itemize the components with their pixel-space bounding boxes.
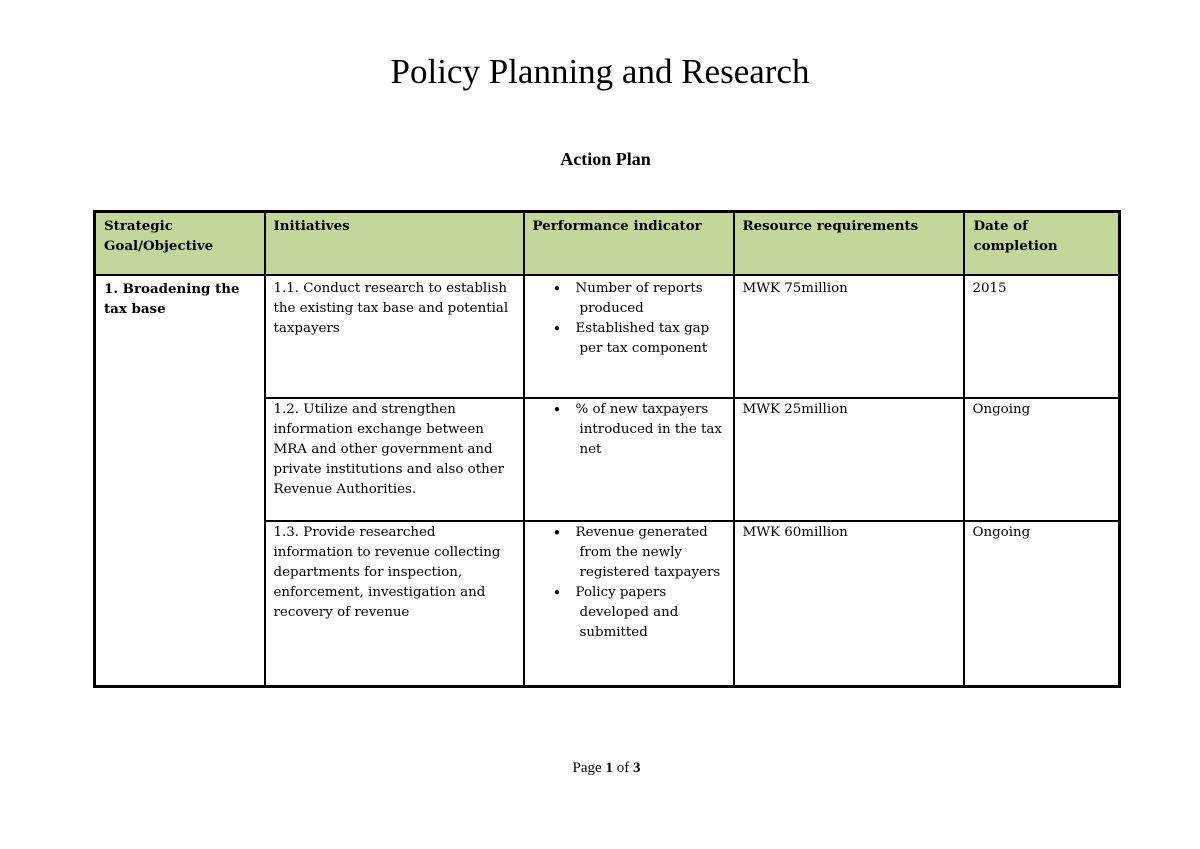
action-plan-table [93,210,1121,688]
document-title: Policy Planning and Research [390,52,810,91]
column-header-goal: Strategic Goal/Objective [95,212,265,275]
page-label: Page [572,760,602,776]
date-cell: Ongoing [964,398,1120,521]
initiative-cell: 1.3. Provide researched information to revenue collecting departments for inspection, enforcement, investigation and recovery of revenue [265,521,524,687]
column-header-initiatives: Initiatives [265,212,524,275]
of-label: of [616,760,630,776]
table-row [95,275,1120,398]
goal-cell: 1. Broadening the tax base [95,275,265,687]
resource-cell: MWK 60million [734,521,964,687]
indicator-item: • Policy papers developed and submitted [525,583,726,643]
indicator-cell [524,398,734,521]
indicator-cell [524,521,734,687]
date-cell: 2015 [964,275,1120,398]
column-header-date-of-completion: Date of completion [964,212,1120,275]
date-cell: Ongoing [964,521,1120,687]
page-footer [0,760,1200,777]
document-subtitle: Action Plan [560,149,651,169]
initiative-cell: 1.1. Conduct research to establish the existing tax base and potential taxpayers [265,275,524,398]
column-header-performance-indicator: Performance indicator [524,212,734,275]
resource-cell: MWK 25million [734,398,964,521]
indicator-cell [524,275,734,398]
indicator-item: • Number of reports produced [525,279,726,319]
resource-cell: MWK 75million [734,275,964,398]
table-header-row [95,212,1120,275]
total-pages-number: 3 [632,760,641,776]
indicator-item: • Established tax gap per tax component [525,319,726,359]
indicator-item: • Revenue generated from the newly registered taxpayers [525,523,726,583]
current-page-number: 1 [605,760,613,776]
initiative-cell: 1.2. Utilize and strengthen information exchange between MRA and other government and private institutions and also other Revenue Authorities. [265,398,524,521]
column-header-resource-requirements: Resource requirements [734,212,964,275]
indicator-item: • % of new taxpayers introduced in the tax net [525,400,726,460]
